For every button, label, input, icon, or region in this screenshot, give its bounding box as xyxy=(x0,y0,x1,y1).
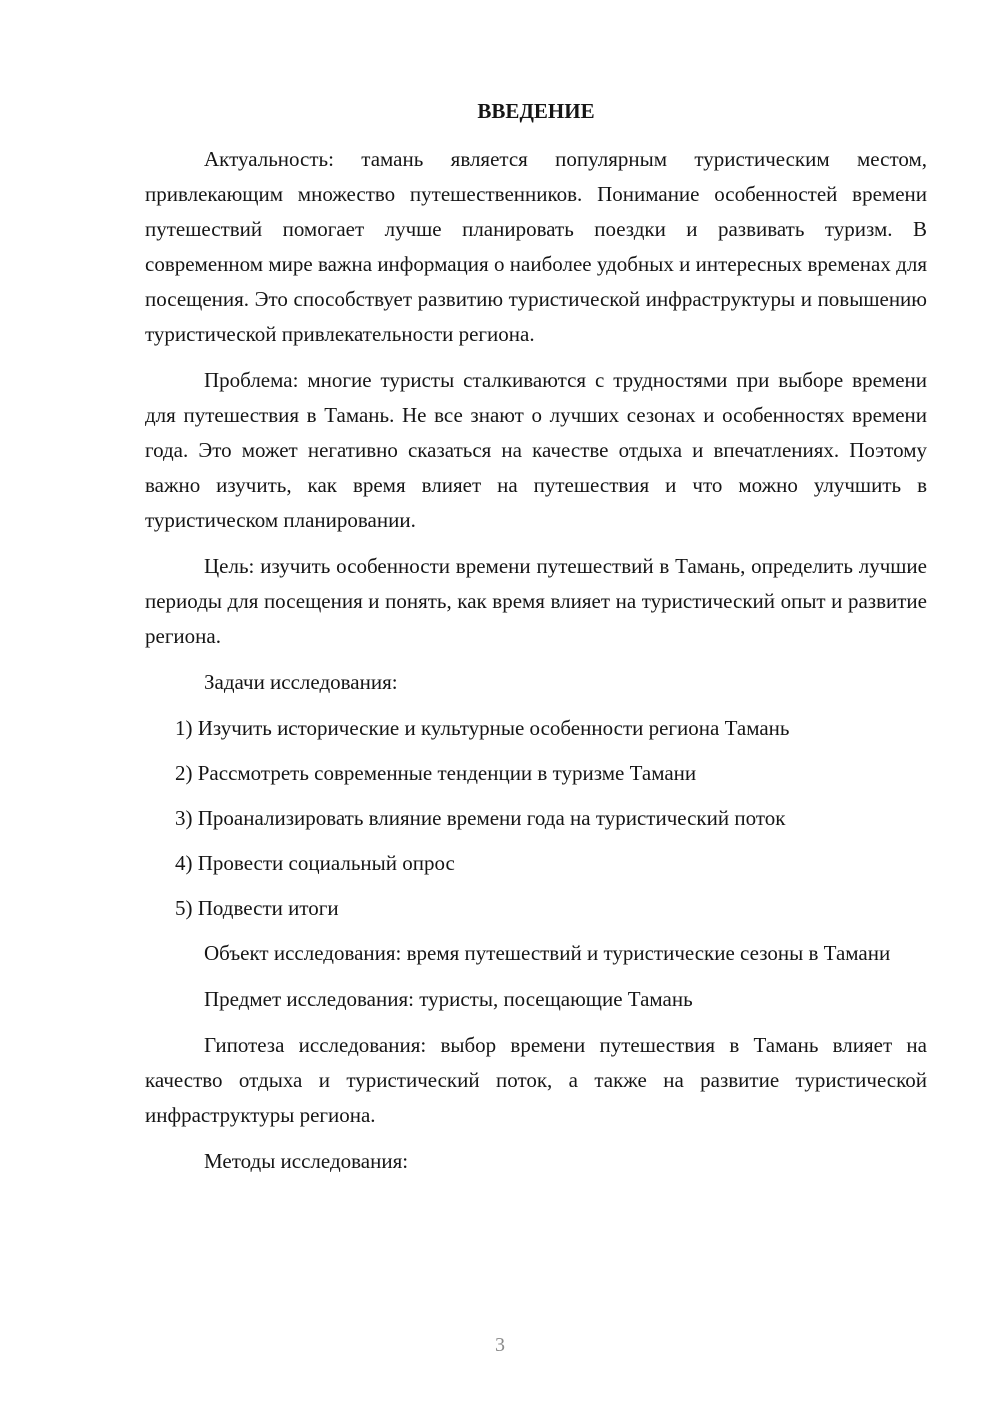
list-item: 1) Изучить исторические и культурные особенности региона Тамань xyxy=(175,716,790,740)
object-paragraph: Объект исследования: время путешествий и туристические сезоны в Тамани xyxy=(204,941,891,965)
page-title: ВВЕДЕНИЕ xyxy=(477,99,595,123)
hypothesis-paragraph: Гипотеза исследования: выбор времени путешествия в Тамань влияет на качество отдыха и туристический поток, а также на развитие туристической инфраструктуры региона. xyxy=(145,1033,927,1127)
list-item: 4) Провести социальный опрос xyxy=(175,851,455,875)
tasks-heading: Задачи исследования: xyxy=(204,670,398,694)
problem-paragraph: Проблема: многие туристы сталкиваются с трудностями при выборе времени для путешествия в Тамань. Не все знают о лучших сезонах и особенностях времени года. Это может негативно сказаться на качестве отдыха и впечатлениях. Поэтому важно изучить, как время влияет на путешествия и что можно улучшить в туристическом планировании. xyxy=(145,368,927,532)
methods-heading: Методы исследования: xyxy=(204,1149,409,1173)
list-item: 3) Проанализировать влияние времени года на туристический поток xyxy=(175,806,786,830)
document-body xyxy=(145,142,927,1190)
relevance-paragraph: Актуальность: тамань является популярным туристическим местом, привлекающим множество путешественников. Понимание особенностей времени путешествий помогает лучше планировать поездки и развивать туризм. В современном мире важна информация о наиболее удобных и интересных временах для посещения. Это способствует развитию туристической инфраструктуры и повышению туристической привлекательности региона. xyxy=(145,147,927,346)
list-item: 2) Рассмотреть современные тенденции в туризме Тамани xyxy=(175,761,697,785)
goal-paragraph: Цель: изучить особенности времени путешествий в Тамань, определить лучшие периоды для посещения и понять, как время влияет на туристический опыт и развитие региона. xyxy=(145,554,927,648)
subject-paragraph: Предмет исследования: туристы, посещающие Тамань xyxy=(204,987,693,1011)
page-number: 3 xyxy=(495,1334,505,1356)
tasks-list xyxy=(145,711,927,926)
list-item: 5) Подвести итоги xyxy=(175,896,339,920)
